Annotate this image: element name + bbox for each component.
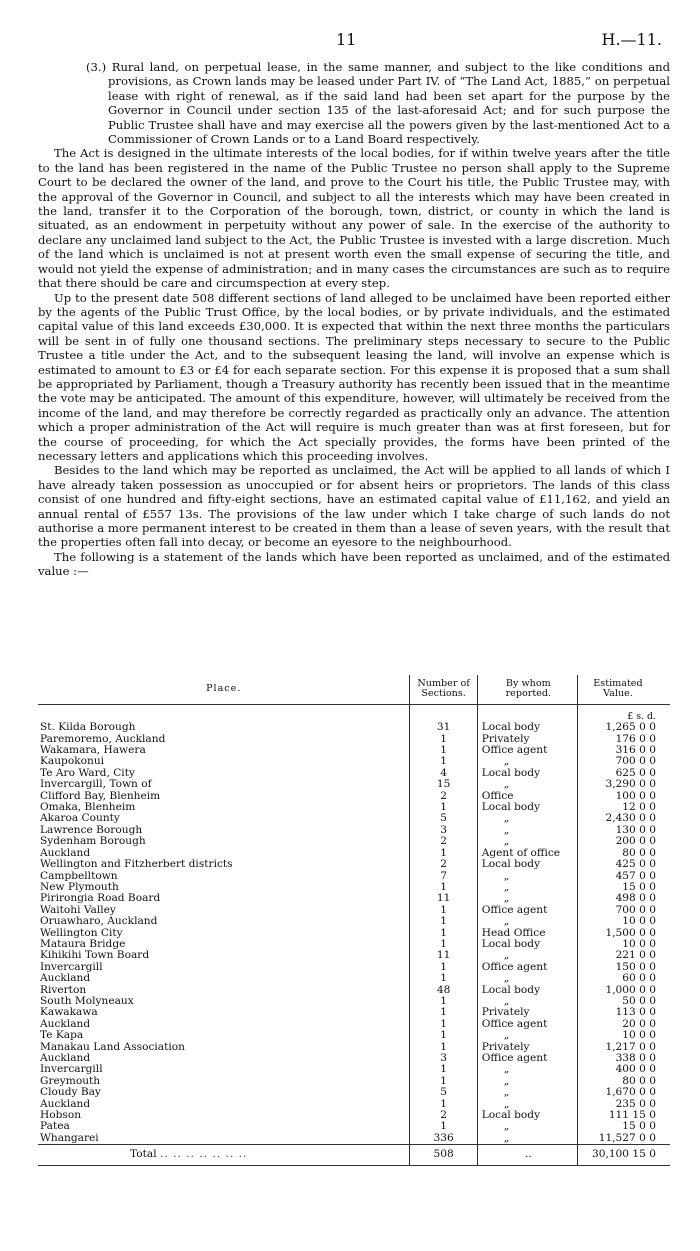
value-cell: 425 0 0 [577,859,670,870]
table-row [38,928,670,939]
place-cell: Waitohi Valley [40,903,116,916]
number-cell: 15 [410,779,477,790]
value-cell: 3,290 0 0 [577,779,670,790]
place-cell: Cloudy Bay [40,1086,101,1099]
number-cell: 1 [410,1042,477,1053]
value-cell: 111 15 0 [577,1110,670,1121]
place-cell: Lawrence Borough [40,823,143,836]
total-reported: .. [477,1145,577,1165]
value-cell: 498 0 0 [577,893,670,904]
table-row [38,973,670,984]
number-cell: 1 [410,848,477,859]
value-cell: 221 0 0 [577,950,670,961]
value-cell: 80 0 0 [577,848,670,859]
table-row [38,779,670,790]
place-cell: Patea [40,1120,70,1133]
place-cell: Wakamara, Hawera [40,744,146,757]
reported-cell: „ [477,973,577,984]
table-row [38,1042,670,1053]
value-cell: 80 0 0 [577,1076,670,1087]
table-row [38,950,670,961]
table-row [38,1133,670,1145]
reported-cell: „ [477,1099,577,1110]
place-cell: Clifford Bay, Blenheim [40,789,161,802]
lsd-units: £ s. d. [577,704,670,722]
table-row [38,802,670,813]
place-cell: Auckland [40,1052,91,1064]
reported-cell: „ [477,950,577,961]
place-cell: Hobson [40,1109,82,1122]
unclaimed-lands-table [38,675,670,1166]
reported-cell: Local body [477,722,577,733]
reported-cell: Privately [477,1042,577,1053]
reported-cell: „ [477,1064,577,1075]
place-cell: Kihikihi Town Board [40,949,150,962]
number-cell: 1 [410,939,477,950]
value-cell: 113 0 0 [577,1007,670,1018]
reported-cell: Privately [477,1007,577,1018]
reported-cell: Local body [477,1110,577,1121]
reported-cell: „ [477,871,577,882]
number-cell: 336 [410,1133,477,1145]
value-cell: 200 0 0 [577,836,670,847]
value-cell: 700 0 0 [577,905,670,916]
table-row [38,1087,670,1098]
value-cell: 2,430 0 0 [577,813,670,824]
reported-cell: „ [477,836,577,847]
value-cell: 176 0 0 [577,734,670,745]
number-cell: 1 [410,802,477,813]
place-cell: Kaupokonui [40,755,105,768]
place-cell: Auckland [40,972,91,985]
place-cell: Sydenham Borough [40,835,146,848]
table-row [38,1110,670,1121]
table-row [38,836,670,847]
number-cell: 1 [410,962,477,973]
value-cell: 400 0 0 [577,1064,670,1075]
paragraph: Up to the present date 508 different sections of land alleged to be unclaimed have been reported either by the agents of the Public Trust Office, by the local bodies, or by private individuals, and the estimated capital value of this land exceeds £30,000. It is expected that within the next three months the particulars will be sent in of fully one thousand sections. The preliminary steps necessary to secure to the Public Trustee a title under the Act, and to the subsequent leasing the land, will involve an expense which is estimated to amount to £3 or £4 for each separate section. For this expense it is proposed that a sum shall be appropriated by Parliament, though a Treasury authority has recently been issued that in the meantime the vote may be anticipated. The amount of this expenditure, however, will ultimately be received from the income of the land, and may therefore be correctly regarded as practically only an advance. The attention which a proper administration of the Act will require is much greater than was at first foreseen, but for the course of proceeding, for which the Act specially provides, the forms have been printed of the necessary letters and applications which this proceeding involves. [38,290,670,463]
place-cell: Oruawharo, Auckland [40,915,158,928]
value-cell: 50 0 0 [577,996,670,1007]
table-row [38,916,670,927]
table-row [38,1099,670,1110]
number-cell: 1 [410,1121,477,1132]
reported-cell: Office agent [477,745,577,756]
value-cell: 1,265 0 0 [577,722,670,733]
reported-cell: Local body [477,939,577,950]
table-row [38,745,670,756]
value-cell: 625 0 0 [577,768,670,779]
place-cell: Greymouth [40,1074,101,1087]
value-cell: 15 0 0 [577,1121,670,1132]
number-cell: 1 [410,1030,477,1041]
number-cell: 1 [410,905,477,916]
place-cell: Kawakawa [40,1006,98,1019]
number-cell: 1 [410,973,477,984]
place-cell: Wellington and Fitzherbert districts [40,858,233,871]
reported-cell: „ [477,916,577,927]
reported-cell: Head Office [477,928,577,939]
reported-cell: „ [477,779,577,790]
reported-cell: „ [477,1133,577,1145]
header-reported: By whom reported. [477,675,577,704]
reported-cell: „ [477,813,577,824]
number-cell: 1 [410,916,477,927]
table-row [38,893,670,904]
number-cell: 1 [410,1064,477,1075]
place-cell: New Plymouth [40,880,119,893]
value-cell: 338 0 0 [577,1053,670,1064]
number-cell: 31 [410,722,477,733]
number-cell: 3 [410,825,477,836]
place-cell: Mataura Bridge [40,937,126,950]
number-cell: 2 [410,836,477,847]
table-row [38,1019,670,1030]
number-cell: 11 [410,893,477,904]
number-cell: 1 [410,1019,477,1030]
place-cell: Riverton [40,983,87,996]
value-cell: 10 0 0 [577,916,670,927]
total-label: Total .. .. .. .. .. .. .. [38,1145,410,1165]
reported-cell: Office [477,791,577,802]
number-cell: 2 [410,859,477,870]
number-cell: 5 [410,813,477,824]
place-cell: Whangarei [40,1131,99,1144]
total-number: 508 [410,1145,477,1165]
table-row [38,722,670,733]
value-cell: 100 0 0 [577,791,670,802]
place-cell: Pirirongia Road Board [40,892,161,905]
table-row [38,1030,670,1041]
reported-cell: Office agent [477,962,577,973]
table-row [38,1076,670,1087]
place-cell: Paremoremo, Auckland [40,732,166,745]
number-cell: 48 [410,985,477,996]
reported-cell: Agent of office [477,848,577,859]
place-cell: Invercargill [40,1063,103,1076]
place-cell: Auckland [40,1017,91,1030]
reported-cell: Local body [477,985,577,996]
value-cell: 1,500 0 0 [577,928,670,939]
place-cell: Akaroa County [40,812,120,825]
reported-cell: „ [477,996,577,1007]
number-cell: 1 [410,996,477,1007]
value-cell: 130 0 0 [577,825,670,836]
place-cell: Invercargill [40,960,103,973]
place-cell: Auckland [40,846,91,859]
place-cell: Invercargill, Town of [40,778,152,791]
value-cell: 700 0 0 [577,756,670,767]
number-cell: 1 [410,1007,477,1018]
number-cell: 7 [410,871,477,882]
value-cell: 1,217 0 0 [577,1042,670,1053]
reported-cell: Office agent [477,1053,577,1064]
value-cell: 60 0 0 [577,973,670,984]
reported-cell: „ [477,1121,577,1132]
place-cell: Campbelltown [40,869,118,882]
table-row [38,1121,670,1132]
table-row [38,1053,670,1064]
reported-cell: Local body [477,802,577,813]
place-cell: Te Kapa [40,1029,84,1042]
place-cell: St. Kilda Borough [40,721,136,734]
value-cell: 15 0 0 [577,882,670,893]
table-row [38,859,670,870]
reported-cell: „ [477,1076,577,1087]
number-cell: 1 [410,745,477,756]
number-cell: 4 [410,768,477,779]
number-cell: 1 [410,1076,477,1087]
paragraph: (3.) Rural land, on perpetual lease, in the same manner, and subject to the like conditions and provisions, as Crown lands may be leased under Part IV. of “The Land Act, 1885,” on perpetual lease with right of renewal, as if the said land had been set apart for the purpose by the Governor in Council under section 135 of the last-aforesaid Act; and for such purpose the Public Trustee shall have and may exercise all the powers given by the last-mentioned Act to a Commissioner of Crown Lands or to a Land Board respectively. [86,60,670,147]
value-cell: 150 0 0 [577,962,670,973]
number-cell: 1 [410,734,477,745]
value-cell: 1,670 0 0 [577,1087,670,1098]
value-cell: 1,000 0 0 [577,985,670,996]
reported-cell: Office agent [477,905,577,916]
header-value: Estimated Value. [577,675,670,704]
reported-cell: „ [477,756,577,767]
value-cell: 10 0 0 [577,939,670,950]
number-cell: 2 [410,791,477,802]
table-body [38,704,670,1144]
table-row [38,1007,670,1018]
header-place: Place. [38,675,410,704]
body-text [38,60,670,579]
number-cell: 1 [410,882,477,893]
paragraph: The following is a statement of the lands which have been reported as unclaimed, and of the estimated value :— [38,549,670,579]
place-cell: South Molyneaux [40,994,134,1007]
number-cell: 5 [410,1087,477,1098]
place-cell: Wellington City [40,926,123,939]
reported-cell: Local body [477,768,577,779]
total-row [38,1145,670,1165]
paragraph: Besides to the land which may be reported as unclaimed, the Act will be applied to all lands of which I have already taken possession as unoccupied or for absent heirs or proprietors. The lands of this class consist of one hundred and fifty-eight sections, have an estimated capital value of £11,162, and yield an annual rental of £557 13s. The provisions of the law under which I take charge of such lands do not authorise a more permanent interest to be created in them than a lease of seven years, with the result that the properties often fall into decay, or become an eyesore to the neighbourhood. [38,463,670,550]
table-row [38,996,670,1007]
total-value: 30,100 15 0 [577,1145,670,1165]
reported-cell: „ [477,893,577,904]
header-number: Number of Sections. [410,675,477,704]
reported-cell: „ [477,825,577,836]
value-cell: 457 0 0 [577,871,670,882]
reported-cell: Privately [477,734,577,745]
reported-cell: Local body [477,859,577,870]
reported-cell: „ [477,882,577,893]
value-cell: 11,527 0 0 [577,1133,670,1145]
table-row [38,962,670,973]
page-number: 11 [336,30,357,49]
value-cell: 10 0 0 [577,1030,670,1041]
place-cell: Auckland [40,1097,91,1110]
value-cell: 235 0 0 [577,1099,670,1110]
place-cell: Te Aro Ward, City [40,766,135,779]
document-reference: H.—11. [601,30,662,49]
number-cell: 2 [410,1110,477,1121]
number-cell: 1 [410,1099,477,1110]
value-cell: 316 0 0 [577,745,670,756]
number-cell: 11 [410,950,477,961]
number-cell: 1 [410,756,477,767]
table-row [38,871,670,882]
reported-cell: „ [477,1030,577,1041]
number-cell: 1 [410,928,477,939]
value-cell: 12 0 0 [577,802,670,813]
number-cell: 3 [410,1053,477,1064]
reported-cell: „ [477,1087,577,1098]
reported-cell: Office agent [477,1019,577,1030]
place-cell: Omaka, Blenheim [40,801,136,814]
place-cell: Manakau Land Association [40,1040,185,1053]
paragraph: The Act is designed in the ultimate interests of the local bodies, for if within twelve years after the title to the land has been registered in the name of the Public Trustee no person shall apply to the Supreme Court to be declared the owner of the land, and prove to the Court his title, the Public Trustee may, with the approval of the Governor in Council, and subject to all the interests which may have been created in the land, transfer it to the Corporation of the borough, town, district, or county in which the land is situated, as an endowment in perpetuity without any power of sale. In the exercise of the authority to declare any unclaimed land subject to the Act, the Public Trustee is invested with a large discretion. Much of the land which is unclaimed is not at present worth even the small expense of securing the title, and would not yield the expense of administration; and in many cases the circumstances are such as to require that there should be care and circumspection at every step. [38,146,670,291]
value-cell: 20 0 0 [577,1019,670,1030]
table-row [38,1064,670,1075]
